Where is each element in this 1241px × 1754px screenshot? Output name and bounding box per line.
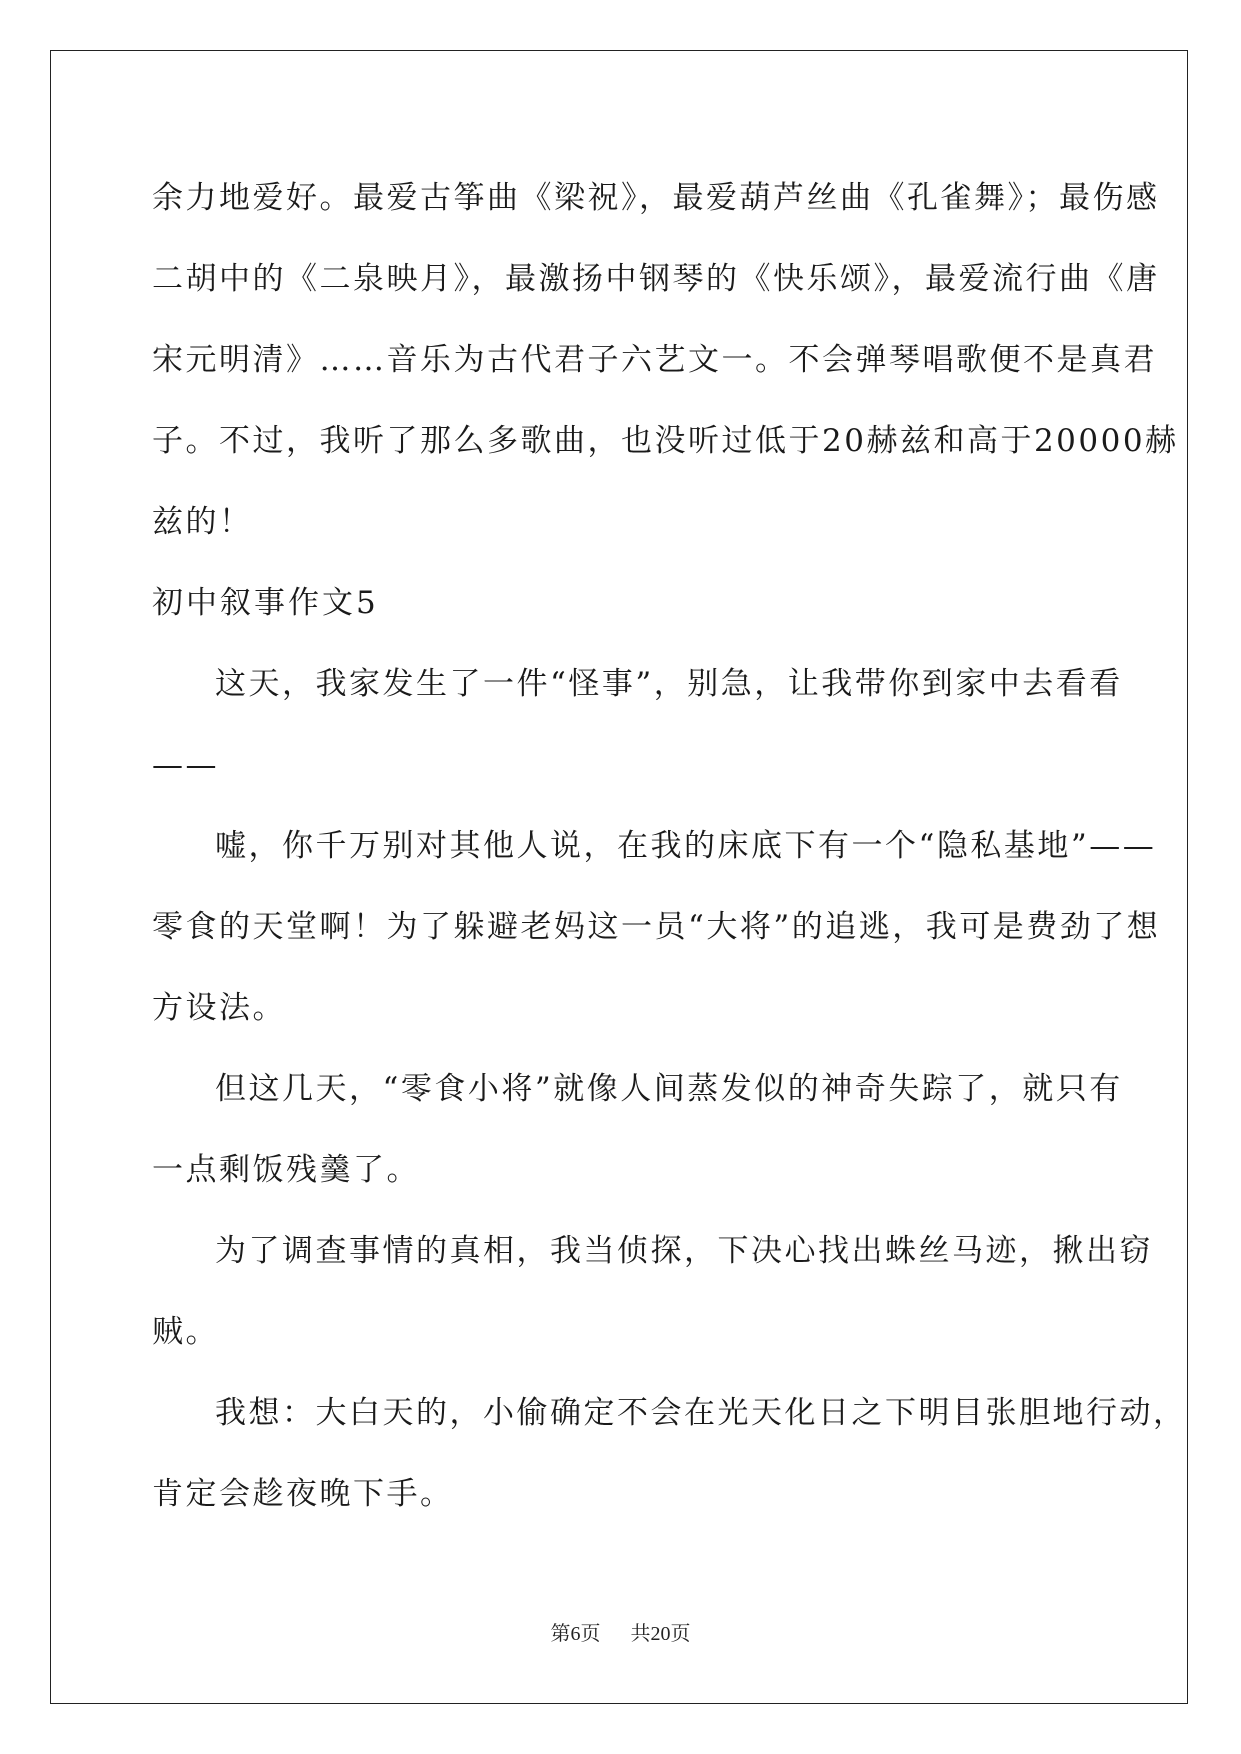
page-number: 第6页 [550,1623,601,1645]
paragraph-start: 这天，我家发生了一件“怪事”，别急，让我带你到家中去看看 [215,666,1123,702]
document-body [152,158,1187,1535]
page-total: 共20页 [630,1623,691,1645]
text-line: 肯定会趁夜晚下手。 [152,1476,454,1512]
text-line: 一点剩饭残羹了。 [152,1152,420,1188]
text-line: 二胡中的《二泉映月》，最激扬中钢琴的《快乐颂》，最爱流行曲《唐 [152,261,1160,297]
text-line: 方设法。 [152,990,286,1026]
section-heading: 初中叙事作文5 [152,585,379,621]
text-line: 兹的！ [152,504,253,540]
text-line: 贼。 [152,1314,219,1350]
text-line: 子。不过，我听了那么多歌曲，也没听过低于20赫兹和高于20000赫 [152,423,1179,459]
paragraph-start: 嘘，你千万别对其他人说，在我的床底下有一个“隐私基地”—— [215,828,1157,864]
text-line: 余力地爱好。最爱古筝曲《梁祝》，最爱葫芦丝曲《孔雀舞》；最伤感 [152,180,1160,216]
text-line: —— [152,747,219,783]
paragraph-start: 但这几天，“零食小将”就像人间蒸发似的神奇失踪了，就只有 [215,1071,1123,1107]
text-line: 宋元明清》……音乐为古代君子六艺文一。不会弹琴唱歌便不是真君 [152,342,1157,378]
paragraph-start: 为了调查事情的真相，我当侦探，下决心找出蛛丝马迹，揪出窃 [215,1233,1153,1269]
text-line: 零食的天堂啊！为了躲避老妈这一员“大将”的追逃，我可是费劲了想 [152,909,1161,945]
paragraph-start: 我想：大白天的，小偷确定不会在光天化日之下明目张胆地行动， [215,1395,1187,1431]
page-footer [0,1617,1241,1646]
